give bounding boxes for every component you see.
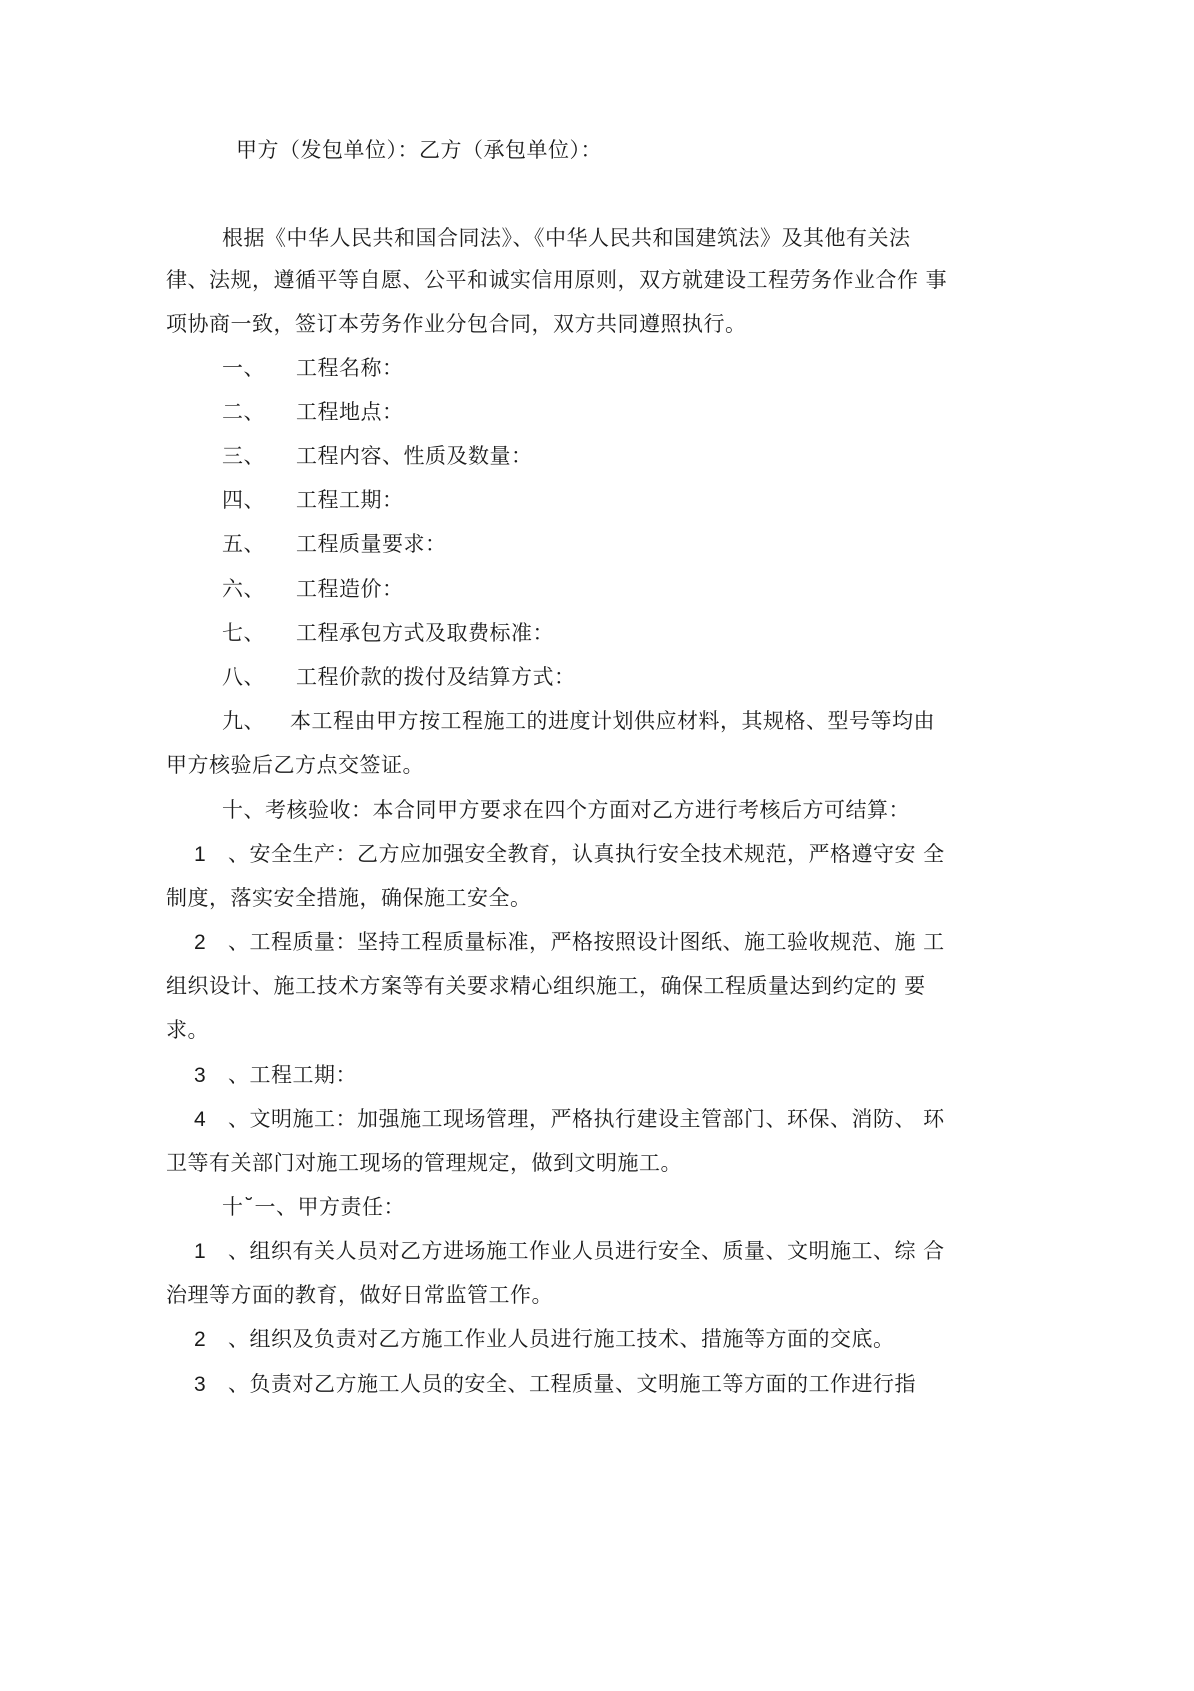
item-text: 、组织及负责对乙方施工作业人员进行施工技术、措施等方面的交底。 [228, 1327, 895, 1351]
item-text: 、组织有关人员对乙方进场施工作业人员进行安全、质量、文明施工、综 合 [228, 1239, 945, 1263]
section-text: 工程造价： [296, 577, 404, 601]
section-text: 工程地点： [296, 400, 404, 424]
section-2 [222, 398, 404, 426]
section-number: 五、 [222, 532, 265, 556]
item-text: 、工程质量：坚持工程质量标准，严格按照设计图纸、施工验收规范、施 工 [228, 930, 945, 954]
section-number: 二、 [222, 400, 265, 424]
section-7 [222, 619, 554, 647]
item-number: 1 [194, 1240, 207, 1263]
section-number: 一、 [222, 356, 265, 380]
section-text: 工程名称： [296, 356, 404, 380]
section-1 [222, 354, 404, 382]
parties-line: 甲方（发包单位）：乙方（承包单位）： [236, 138, 602, 162]
section-number: 八、 [222, 665, 265, 689]
item-number: 3 [194, 1064, 207, 1087]
preamble-line-2: 律、法规，遵循平等自愿、公平和诚实信用原则，双方就建设工程劳务作业合作 事 [166, 268, 948, 292]
item-text: 、文明施工：加强施工现场管理，严格执行建设主管部门、环保、消防、 环 [228, 1107, 945, 1131]
section-11-heading: 十˘一、甲方责任： [222, 1195, 405, 1219]
section-4 [222, 486, 404, 514]
section-11-item-3-line-1 [194, 1370, 916, 1399]
section-text: 工程工期： [296, 488, 404, 512]
section-number: 三、 [222, 444, 265, 468]
section-10-item-1-line-1 [194, 840, 945, 869]
item-number: 2 [194, 1328, 207, 1351]
section-text: 工程承包方式及取费标准： [296, 621, 554, 645]
item-text: 、安全生产：乙方应加强安全教育，认真执行安全技术规范，严格遵守安 全 [228, 842, 945, 866]
preamble-line-3: 项协商一致，签订本劳务作业分包合同，双方共同遵照执行。 [166, 312, 747, 336]
section-5 [222, 530, 447, 558]
section-9-line-1 [222, 707, 935, 735]
section-10-item-2-line-2: 组织设计、施工技术方案等有关要求精心组织施工，确保工程质量达到约定的 要 [166, 974, 926, 998]
section-number: 六、 [222, 577, 265, 601]
section-11-item-1-line-1 [194, 1237, 945, 1266]
section-text: 本工程由甲方按工程施工的进度计划供应材料，其规格、型号等均由 [290, 709, 935, 733]
item-number: 4 [194, 1108, 207, 1131]
section-10-heading: 十、考核验收：本合同甲方要求在四个方面对乙方进行考核后方可结算： [222, 798, 910, 822]
section-10-item-2-line-3: 求。 [166, 1018, 209, 1042]
section-8 [222, 663, 576, 691]
section-number: 九、 [222, 709, 265, 733]
section-10-item-4-line-1 [194, 1105, 945, 1134]
item-number: 1 [194, 843, 207, 866]
section-10-item-2-line-1 [194, 928, 945, 957]
section-10-item-4-line-2: 卫等有关部门对施工现场的管理规定，做到文明施工。 [166, 1151, 682, 1175]
item-number: 3 [194, 1373, 207, 1396]
item-text: 、工程工期： [228, 1063, 357, 1087]
section-number: 四、 [222, 488, 265, 512]
section-10-item-1-line-2: 制度，落实安全措施，确保施工安全。 [166, 886, 532, 910]
preamble-line-1: 根据《中华人民共和国合同法》、《中华人民共和国建筑法》及其他有关法 [222, 226, 911, 250]
section-number: 七、 [222, 621, 265, 645]
section-9-line-2: 甲方核验后乙方点交签证。 [166, 753, 424, 777]
item-text: 、负责对乙方施工人员的安全、工程质量、文明施工等方面的工作进行指 [228, 1372, 916, 1396]
section-3 [222, 442, 533, 470]
section-11-item-2-line-1 [194, 1325, 895, 1354]
section-text: 工程内容、性质及数量： [296, 444, 533, 468]
section-text: 工程价款的拨付及结算方式： [296, 665, 576, 689]
section-text: 工程质量要求： [296, 532, 447, 556]
section-6 [222, 575, 404, 603]
section-11-item-1-line-2: 治理等方面的教育，做好日常监管工作。 [166, 1283, 553, 1307]
section-10-item-3-line-1 [194, 1061, 357, 1090]
item-number: 2 [194, 931, 207, 954]
